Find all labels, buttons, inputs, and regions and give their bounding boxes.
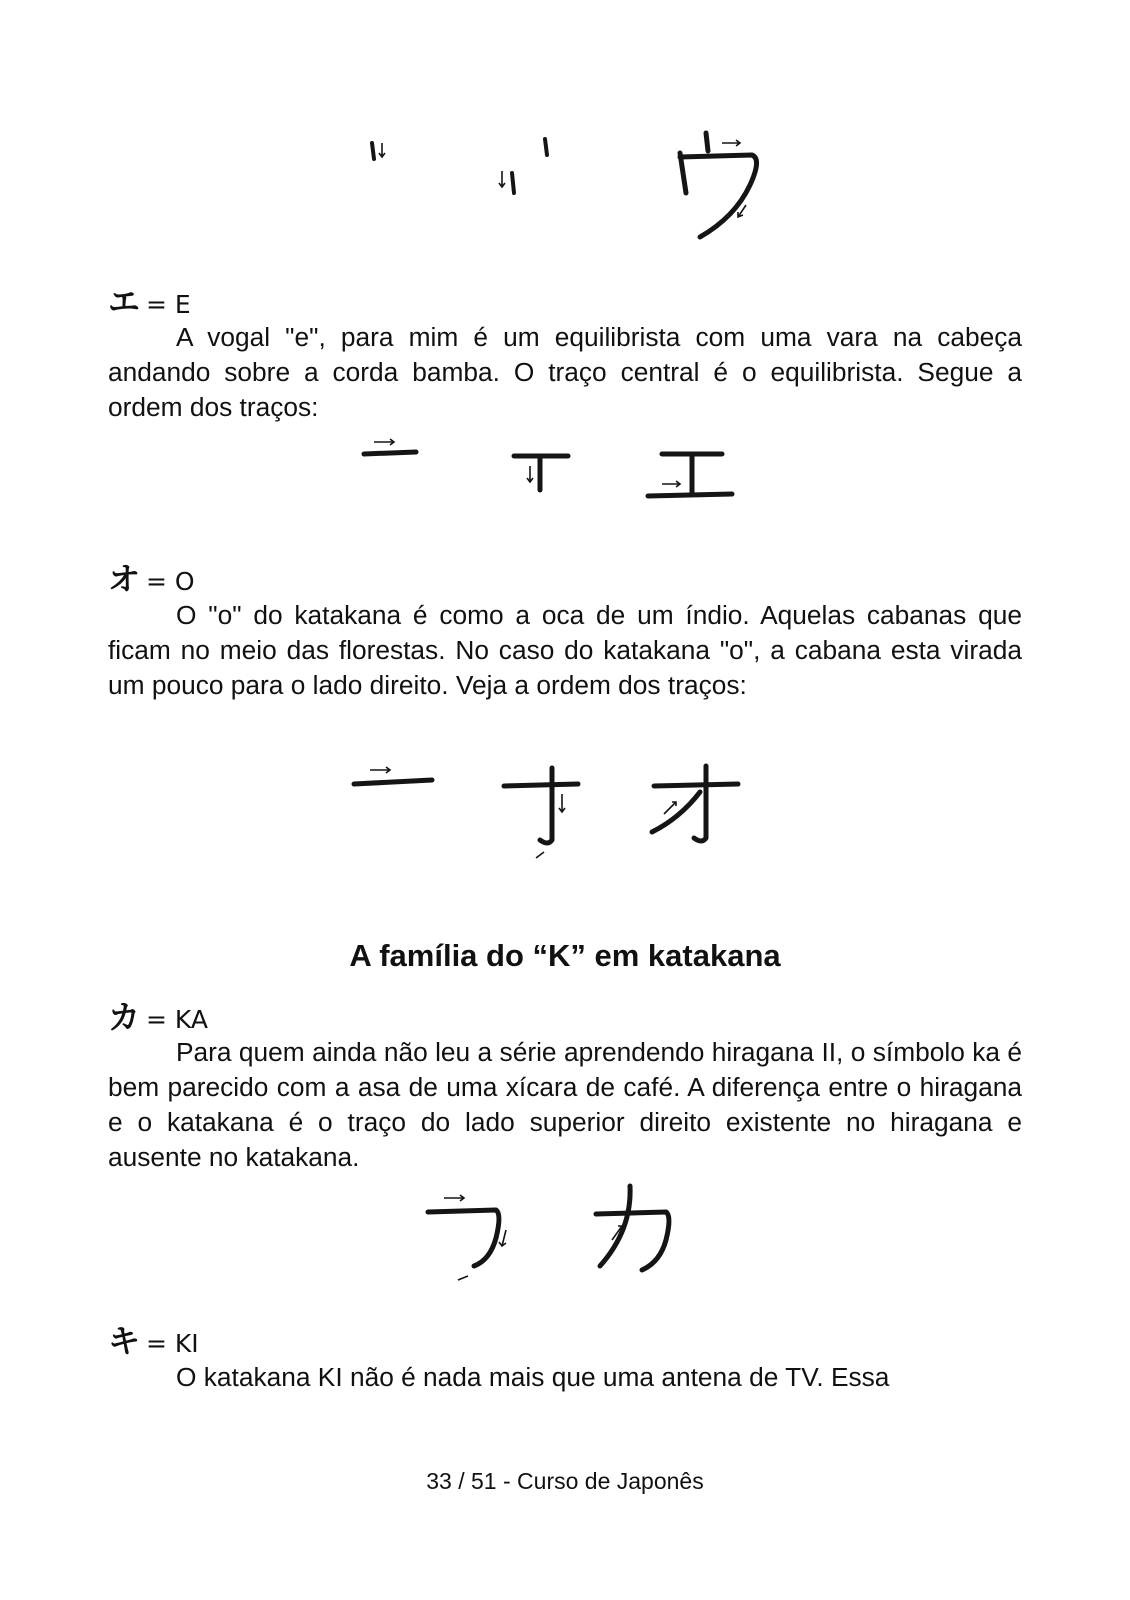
stroke-order-u-figure xyxy=(350,125,780,250)
paragraph-o: O "o" do katakana é como a oca de um índio. Aquelas cabanas que ficam no meio das florestas. No caso do katakana "o", a cabana esta virada um pouco para o lado direito. Veja a ordem dos traços: xyxy=(108,600,1022,700)
stroke-step-u-3 xyxy=(680,133,757,237)
romaji-o: = O xyxy=(146,567,195,596)
stroke-step-u-2 xyxy=(499,139,547,193)
romaji-ki: = KI xyxy=(146,1329,199,1358)
kana-ka: カ xyxy=(108,998,141,1036)
stroke-step-e-2 xyxy=(514,456,568,490)
paragraph-ka: Para quem ainda não leu a série aprendendo hiragana II, o símbolo ka é bem parecido com a asa de uma xícara de café. A diferença entre o hiragana e o katakana é o traço do lado superior direito existente no hiragana e ausente no katakana. xyxy=(108,1037,1022,1172)
stroke-step-e-1 xyxy=(364,439,416,454)
stroke-step-o-2 xyxy=(504,768,578,858)
paragraph-e: A vogal "e", para mim é um equilibrista com uma vara na cabeça andando sobre a corda bamba. O traço central é o equilibrista. Segue a ordem dos traços: xyxy=(108,322,1022,422)
section-title-e xyxy=(108,283,191,321)
stroke-step-ka-1 xyxy=(428,1195,506,1280)
section-heading-k-family: A família do “K” em katakana xyxy=(349,938,781,973)
stroke-step-o-3 xyxy=(652,766,738,841)
stroke-step-u-1 xyxy=(372,143,385,159)
stroke-order-ka-figure xyxy=(420,1180,680,1290)
paragraph-ki: O katakana KI não é nada mais que uma antena de TV. Essa xyxy=(176,1362,890,1392)
stroke-order-e-figure xyxy=(350,430,780,520)
section-title-ka xyxy=(108,998,208,1036)
kana-ki: キ xyxy=(108,1322,141,1360)
stroke-step-ka-2 xyxy=(596,1186,669,1270)
section-title-ki xyxy=(108,1322,199,1360)
kana-o: オ xyxy=(108,560,141,598)
romaji-ka: = KA xyxy=(146,1005,208,1034)
page-footer: 33 / 51 - Curso de Japonês xyxy=(426,1468,704,1494)
stroke-step-o-1 xyxy=(354,767,432,784)
stroke-step-e-3 xyxy=(648,454,732,496)
section-title-o xyxy=(108,560,195,598)
stroke-order-o-figure xyxy=(340,760,770,870)
romaji-e: = E xyxy=(146,290,191,319)
kana-e: エ xyxy=(108,283,141,321)
